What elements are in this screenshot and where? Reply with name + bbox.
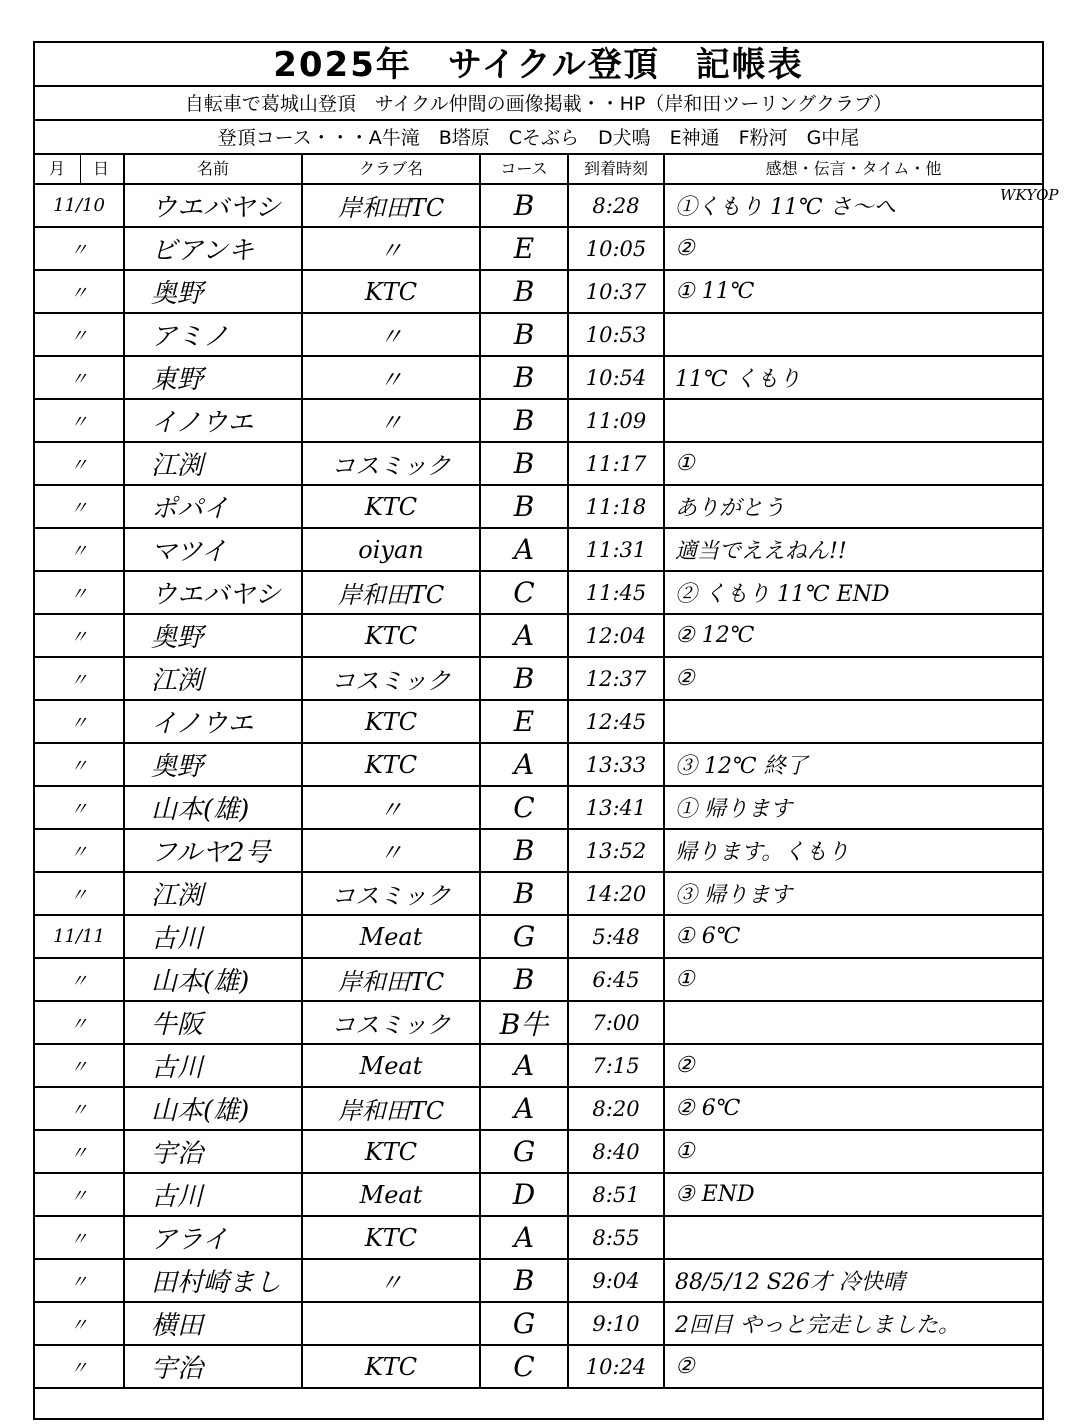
date-cell: 〃 (35, 572, 125, 613)
table-row (35, 1303, 1042, 1346)
note-cell: ① 帰ります (675, 797, 792, 822)
date-cell: 〃 (35, 529, 125, 570)
course-cell: B (481, 658, 569, 699)
name-cell: 江渕 (125, 658, 303, 699)
note-cell (665, 701, 1042, 742)
club-cell (303, 1303, 481, 1344)
club-cell: コスミック (303, 1002, 481, 1043)
table-row (35, 572, 1042, 615)
arrival-time-cell: 12:04 (569, 615, 665, 656)
date-cell: 〃 (35, 1002, 125, 1043)
name-cell: 古川 (125, 1045, 303, 1086)
date-cell: 〃 (35, 873, 125, 914)
arrival-time-cell: 9:10 (569, 1303, 665, 1344)
name-cell: 江渕 (125, 443, 303, 484)
arrival-time-cell: 11:31 (569, 529, 665, 570)
course-cell: B (481, 185, 569, 226)
club-cell: 〃 (303, 228, 481, 269)
note-cell (665, 1217, 1042, 1258)
club-cell: 〃 (303, 314, 481, 355)
table-row (35, 959, 1042, 1002)
table-row (35, 357, 1042, 400)
course-cell: B (481, 400, 569, 441)
date-cell: 〃 (35, 314, 125, 355)
arrival-time-cell: 11:09 (569, 400, 665, 441)
club-cell: 岸和田TC (303, 959, 481, 1000)
course-cell: C (481, 787, 569, 828)
date-cell: 〃 (35, 658, 125, 699)
table-body (35, 185, 1042, 1389)
name-cell: ビアンキ (125, 228, 303, 269)
club-cell: 〃 (303, 400, 481, 441)
arrival-time-cell: 12:45 (569, 701, 665, 742)
course-cell: B (481, 1260, 569, 1301)
table-row (35, 529, 1042, 572)
column-header-name: 名前 (125, 155, 303, 183)
arrival-time-cell: 12:37 (569, 658, 665, 699)
date-cell: 〃 (35, 1088, 125, 1129)
arrival-time-cell: 8:28 (569, 185, 665, 226)
table-row (35, 185, 1042, 228)
name-cell: 横田 (125, 1303, 303, 1344)
club-cell: KTC (303, 271, 481, 312)
column-header-month: 月 (48, 159, 65, 178)
column-header-club: クラブ名 (303, 155, 481, 183)
club-cell: 〃 (303, 1260, 481, 1301)
name-cell: ポパイ (125, 486, 303, 527)
table-row (35, 228, 1042, 271)
date-cell: 〃 (35, 486, 125, 527)
note-cell: ① (675, 451, 695, 476)
club-cell: Meat (303, 916, 481, 957)
course-cell: G (481, 1303, 569, 1344)
table-row (35, 486, 1042, 529)
name-cell: 田村崎まし (125, 1260, 303, 1301)
club-cell: KTC (303, 1217, 481, 1258)
date-cell: 〃 (35, 1174, 125, 1215)
name-cell: 宇治 (125, 1346, 303, 1387)
arrival-time-cell: 8:51 (569, 1174, 665, 1215)
course-cell: B (481, 357, 569, 398)
date-cell: 〃 (35, 615, 125, 656)
note-cell: ③ END (675, 1182, 755, 1207)
note-cell: 11℃ くもり (675, 367, 801, 392)
table-row (35, 830, 1042, 873)
date-cell: 〃 (35, 1346, 125, 1387)
name-cell: 牛阪 (125, 1002, 303, 1043)
club-cell: KTC (303, 701, 481, 742)
table-row (35, 744, 1042, 787)
date-cell: 〃 (35, 1131, 125, 1172)
course-cell: B牛 (481, 1002, 569, 1043)
course-cell: C (481, 1346, 569, 1387)
arrival-time-cell: 8:20 (569, 1088, 665, 1129)
page-title: 2025年 サイクル登頂 記帳表 (35, 43, 1042, 87)
course-cell: A (481, 1045, 569, 1086)
column-header-notes: 感想・伝言・タイム・他 (765, 159, 942, 178)
arrival-time-cell: 13:41 (569, 787, 665, 828)
arrival-time-cell: 8:55 (569, 1217, 665, 1258)
date-cell: 〃 (35, 1260, 125, 1301)
note-cell: ② 12℃ (675, 623, 755, 648)
date-cell: 〃 (35, 830, 125, 871)
arrival-time-cell: 11:45 (569, 572, 665, 613)
arrival-time-cell: 10:05 (569, 228, 665, 269)
note-cell: 88/5/12 S26才 冷快晴 (675, 1270, 905, 1295)
note-cell: ② (675, 1053, 695, 1078)
note-cell (665, 314, 1042, 355)
club-cell: Meat (303, 1045, 481, 1086)
name-cell: 宇治 (125, 1131, 303, 1172)
table-row (35, 1174, 1042, 1217)
note-cell: ② (675, 1354, 695, 1379)
course-cell: C (481, 572, 569, 613)
name-cell: イノウエ (125, 400, 303, 441)
note-cell: ③ 12℃ 終了 (675, 754, 808, 779)
name-cell: 古川 (125, 1174, 303, 1215)
date-cell: 〃 (35, 1217, 125, 1258)
course-cell: A (481, 615, 569, 656)
date-cell: 〃 (35, 959, 125, 1000)
arrival-time-cell: 6:45 (569, 959, 665, 1000)
name-cell: 古川 (125, 916, 303, 957)
course-cell: B (481, 486, 569, 527)
note-cell: ありがとう (675, 496, 786, 521)
note-cell: 2回目 やっと完走しました。 (675, 1313, 960, 1338)
note-cell (665, 400, 1042, 441)
table-row (35, 916, 1042, 959)
club-cell: oiyan (303, 529, 481, 570)
club-cell: 岸和田TC (303, 1088, 481, 1129)
club-cell: Meat (303, 1174, 481, 1215)
arrival-time-cell: 14:20 (569, 873, 665, 914)
note-cell: ① (675, 1139, 695, 1164)
table-row (35, 314, 1042, 357)
arrival-time-cell: 11:17 (569, 443, 665, 484)
date-cell: 〃 (35, 787, 125, 828)
name-cell: マツイ (125, 529, 303, 570)
course-cell: A (481, 529, 569, 570)
arrival-time-cell: 5:48 (569, 916, 665, 957)
name-cell: フルヤ2号 (125, 830, 303, 871)
date-cell: 11/11 (35, 916, 125, 957)
club-cell: KTC (303, 744, 481, 785)
note-cell: ② (675, 236, 695, 261)
name-cell: 山本(雄) (125, 1088, 303, 1129)
name-cell: 奥野 (125, 615, 303, 656)
note-cell: ③ 帰ります (675, 883, 792, 908)
table-row (35, 1346, 1042, 1389)
club-cell: KTC (303, 1346, 481, 1387)
date-cell: 〃 (35, 443, 125, 484)
club-cell: 岸和田TC (303, 185, 481, 226)
club-cell: コスミック (303, 443, 481, 484)
note-cell: ② 6℃ (675, 1096, 741, 1121)
note-cell: ② くもり 11℃ END (675, 582, 890, 607)
record-table (33, 41, 1044, 1420)
subtitle: 自転車で葛城山登頂 サイクル仲間の画像掲載・・HP（岸和田ツーリングクラブ） (35, 87, 1042, 121)
table-row (35, 615, 1042, 658)
course-cell: E (481, 701, 569, 742)
table-row (35, 1088, 1042, 1131)
arrival-time-cell: 10:54 (569, 357, 665, 398)
course-cell: A (481, 1088, 569, 1129)
name-cell: 山本(雄) (125, 787, 303, 828)
note-cell: ① 6℃ (675, 924, 741, 949)
course-cell: G (481, 1131, 569, 1172)
club-cell: 岸和田TC (303, 572, 481, 613)
table-row (35, 400, 1042, 443)
name-cell: 東野 (125, 357, 303, 398)
table-row (35, 873, 1042, 916)
course-cell: B (481, 959, 569, 1000)
table-row (35, 1217, 1042, 1260)
arrival-time-cell: 8:40 (569, 1131, 665, 1172)
date-cell: 〃 (35, 271, 125, 312)
note-cell: ② (675, 666, 695, 691)
course-cell: G (481, 916, 569, 957)
arrival-time-cell: 10:53 (569, 314, 665, 355)
club-cell: KTC (303, 1131, 481, 1172)
name-cell: イノウエ (125, 701, 303, 742)
arrival-time-cell: 7:00 (569, 1002, 665, 1043)
name-cell: アライ (125, 1217, 303, 1258)
club-cell: コスミック (303, 658, 481, 699)
arrival-time-cell: 9:04 (569, 1260, 665, 1301)
club-cell: KTC (303, 486, 481, 527)
table-row (35, 1045, 1042, 1088)
column-header-course: コース (481, 155, 569, 183)
table-row (35, 701, 1042, 744)
name-cell: ウエバヤシ (125, 185, 303, 226)
table-row (35, 443, 1042, 486)
table-row (35, 787, 1042, 830)
course-cell: B (481, 314, 569, 355)
name-cell: アミノ (125, 314, 303, 355)
name-cell: 江渕 (125, 873, 303, 914)
note-cell: ① 11℃ (675, 279, 755, 304)
arrival-time-cell: 7:15 (569, 1045, 665, 1086)
date-cell: 〃 (35, 1045, 125, 1086)
club-cell: 〃 (303, 830, 481, 871)
date-cell: 〃 (35, 1303, 125, 1344)
date-cell: 11/10 (35, 185, 125, 226)
column-header-arrival: 到着時刻 (569, 155, 665, 183)
arrival-time-cell: 13:52 (569, 830, 665, 871)
course-cell: A (481, 744, 569, 785)
date-cell: 〃 (35, 400, 125, 441)
arrival-time-cell: 13:33 (569, 744, 665, 785)
date-cell: 〃 (35, 701, 125, 742)
margin-note: WKYOP (1000, 186, 1059, 204)
table-row (35, 1260, 1042, 1303)
club-cell: 〃 (303, 787, 481, 828)
arrival-time-cell: 10:37 (569, 271, 665, 312)
date-cell: 〃 (35, 357, 125, 398)
date-cell: 〃 (35, 228, 125, 269)
course-cell: B (481, 271, 569, 312)
course-cell: B (481, 873, 569, 914)
note-cell: ① (675, 967, 695, 992)
course-cell: D (481, 1174, 569, 1215)
table-row (35, 658, 1042, 701)
note-cell: 帰ります。くもり (675, 840, 850, 865)
name-cell: 奥野 (125, 744, 303, 785)
note-cell: ①くもり 11℃ さ〜へ (675, 195, 896, 220)
month-day-divider (80, 155, 81, 185)
arrival-time-cell: 10:24 (569, 1346, 665, 1387)
club-cell: 〃 (303, 357, 481, 398)
club-cell: コスミック (303, 873, 481, 914)
course-cell: A (481, 1217, 569, 1258)
course-cell: B (481, 443, 569, 484)
name-cell: ウエバヤシ (125, 572, 303, 613)
course-cell: B (481, 830, 569, 871)
club-cell: KTC (303, 615, 481, 656)
course-legend: 登頂コース・・・A牛滝 B塔原 Cそぶら D犬鳴 E神通 F粉河 G中尾 (35, 121, 1042, 155)
course-cell: E (481, 228, 569, 269)
table-row (35, 1131, 1042, 1174)
table-row (35, 1002, 1042, 1045)
column-header-day: 日 (92, 159, 109, 178)
name-cell: 山本(雄) (125, 959, 303, 1000)
note-cell (665, 1002, 1042, 1043)
name-cell: 奥野 (125, 271, 303, 312)
arrival-time-cell: 11:18 (569, 486, 665, 527)
date-cell: 〃 (35, 744, 125, 785)
note-cell: 適当でええねん!! (675, 539, 847, 564)
table-row (35, 271, 1042, 314)
